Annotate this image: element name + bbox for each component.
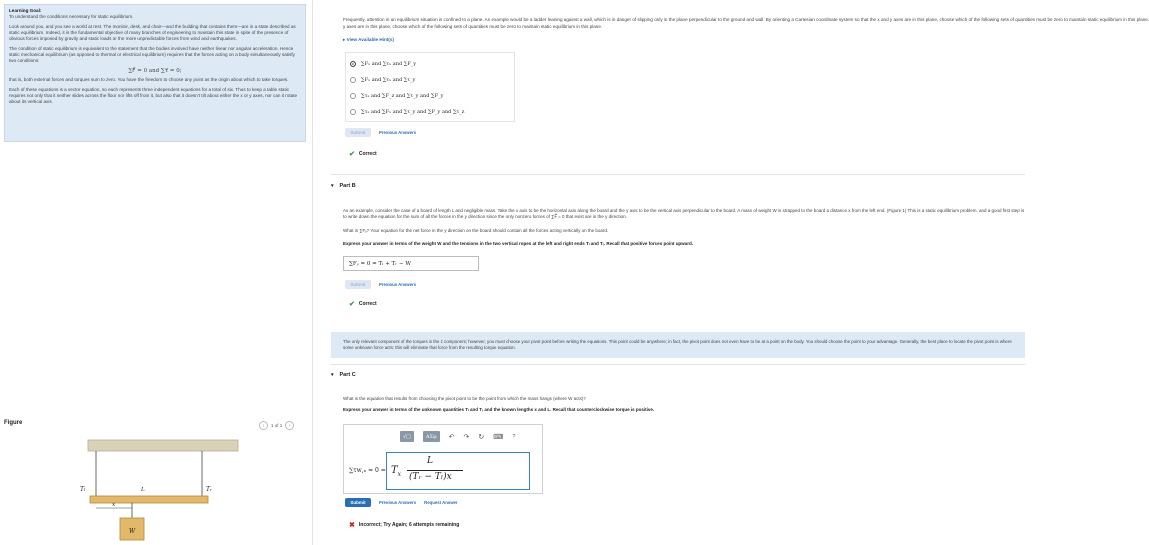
check-icon: ✔ bbox=[349, 151, 355, 158]
fraction-bar bbox=[407, 470, 463, 471]
choice-2-label: ∑Fₓ and ∑τₓ and ∑τ_y bbox=[361, 77, 416, 83]
part-c-previous-answers-link[interactable]: Previous Answers bbox=[379, 500, 417, 505]
choice-1-label: ∑Fₓ and ∑τₓ and ∑F_y bbox=[361, 61, 417, 67]
part-a-previous-answers-link[interactable]: Previous Answers bbox=[379, 130, 417, 135]
eq-t-letter: T bbox=[391, 465, 398, 476]
undo-icon[interactable]: ↶ bbox=[448, 433, 455, 441]
label-l: L bbox=[141, 487, 145, 493]
part-b-previous-answers-link[interactable]: Previous Answers bbox=[379, 282, 417, 287]
label-t-right: Tᵣ bbox=[206, 486, 213, 493]
redo-icon[interactable]: ↷ bbox=[463, 433, 470, 441]
part-b-title: Part B bbox=[339, 183, 356, 189]
equilibrium-equation: ∑F⃗ = 0 and ∑τ⃗ = 0; bbox=[128, 68, 182, 74]
eq-tension-symbol bbox=[391, 465, 401, 478]
next-figure-icon[interactable]: › bbox=[285, 421, 294, 430]
part-b-intro: As an example, consider the case of a board of length L and negligible mass. Take the x axis to be the horizontal axis along the board and the y axis to be the vertical axis perpendicular to the board. A mass of weight W is strapped to the board a distance x from the left end. (Figure 1) This is a static equilibrium problem, and a good first step is to write down the equation for the sum of all the forces in the y direction since the only nonzero forces of ∑F⃗ = 0 that exist are in the y direction. bbox=[343, 208, 1025, 219]
greek-symbols-button[interactable]: AΣφ bbox=[423, 431, 440, 442]
part-b-status-text: Correct bbox=[358, 301, 377, 307]
ceiling bbox=[88, 440, 238, 451]
sqrt-template-button[interactable]: √□ bbox=[400, 431, 414, 442]
choice-1[interactable] bbox=[350, 56, 510, 72]
figure-pager bbox=[259, 421, 294, 430]
part-b-submit-button[interactable]: Submit bbox=[345, 280, 371, 289]
figure-page-count: 1 of 1 bbox=[271, 423, 283, 428]
learning-goal-paragraph-1: Look around you, and you see a world at rest. The monitor, desk, and chair—and the building that contains them—are in a state described as static equilibrium. Indeed, it is the fundamental objective of many branches of engineering to maintain this state in spite of the presence of obvious forces imposed by gravity and static loads or the more unpredictable forces from wind and earthquakes. bbox=[9, 24, 296, 41]
view-hints-link[interactable] bbox=[343, 37, 394, 43]
part-a-buttons bbox=[345, 128, 416, 137]
part-a-choices bbox=[345, 52, 515, 122]
part-b-header[interactable] bbox=[331, 183, 356, 189]
keyboard-icon[interactable]: ⌨ bbox=[493, 433, 504, 441]
part-b-buttons bbox=[345, 280, 416, 289]
part-c-answer-field[interactable] bbox=[386, 452, 530, 490]
part-b-question: What is ∑Fᵧ? Your equation for the net force in the y direction on the board should contain all the forces acting vertically on the board. bbox=[343, 228, 609, 233]
board bbox=[90, 496, 208, 503]
view-hints-label: View Available Hint(s) bbox=[346, 37, 394, 42]
choice-3[interactable] bbox=[350, 88, 510, 104]
part-c-buttons bbox=[345, 498, 458, 507]
eq-numerator: L bbox=[427, 456, 433, 466]
choice-4[interactable] bbox=[350, 104, 510, 120]
part-a-status-text: Correct bbox=[358, 151, 377, 157]
request-answer-link[interactable]: Request Answer bbox=[424, 500, 458, 505]
feedback-box bbox=[331, 332, 1025, 358]
part-c-instruction: Express your answer in terms of the unknown quantities Tₗ and Tᵣ and the known lengths x and L. Recall that counterclockwise torque is positive. bbox=[343, 407, 655, 412]
learning-goal-paragraph-2: The condition of static equilibrium is equivalent to the statement that the bodies involved have neither linear nor angular acceleration. Hence static mechanical equilibrium (as opposed to thermal or electrical equilibrium) requires that the forces acting on a body simultaneously satisfy two conditions: bbox=[9, 46, 295, 63]
figure-label: Figure bbox=[4, 420, 23, 426]
feedback-text: The only relevant component of the torques is the z component; however, you must choose your pivot point before writing the equations. This point could be anywhere; in fact, the pivot point does not even have to be at a point on the body. You should choose the point to your advantage. Generally, the best place to locate the pivot point is where some unknown force acts: this will eliminate that force from the resulting torque equation. bbox=[343, 339, 1012, 350]
label-t-left: Tₗ bbox=[80, 486, 86, 493]
label-w: W bbox=[129, 528, 136, 535]
choice-2[interactable] bbox=[350, 72, 510, 88]
radio[interactable] bbox=[350, 77, 356, 83]
board-figure bbox=[40, 438, 290, 545]
part-a-intro: Frequently, attention in an equilibrium situation is confined to a plane. An example would be a ladder leaning against a wall, which is in danger of slipping only in the plane perpendicular to the ground and wall. By orienting a Cartesian coordinate system so that the x and y axes are in this plane, choose which of the following sets of quantities must be zero to maintain static equilibrium in this plane. bbox=[343, 17, 1149, 22]
part-a-status bbox=[349, 150, 377, 158]
choice-3-label: ∑τₓ and ∑F_z and ∑τ_y and ∑F_y bbox=[361, 93, 444, 99]
part-b-status bbox=[349, 300, 377, 308]
part-b-answer-field[interactable]: ∑Fᵧ = 0 = Tₗ + Tᵣ − W bbox=[343, 256, 479, 271]
editor-toolbar bbox=[400, 431, 515, 442]
part-c-submit-button[interactable]: Submit bbox=[345, 498, 371, 507]
radio[interactable] bbox=[350, 93, 356, 99]
learning-goal-paragraph-3: that is, both external forces and torques sum to zero. You have the freedom to choose any point as the origin about which to take torques. bbox=[9, 77, 289, 82]
collapse-triangle-icon: ▾ bbox=[331, 183, 334, 189]
divider bbox=[331, 174, 1025, 175]
part-c-equation-label: ∑τᴡ,ₓ = 0 = bbox=[349, 467, 386, 474]
part-c-header[interactable] bbox=[331, 372, 356, 378]
part-b-instruction: Express your answer in terms of the weight W and the tensions in the two vertical ropes at the left and right ends Tₗ and Tᵣ. Recall that positive forces point upward. bbox=[343, 241, 693, 246]
label-x: x bbox=[112, 502, 116, 508]
part-c-equation-editor bbox=[343, 424, 543, 494]
part-c-status-text: Incorrect; Try Again; 6 attempts remaining bbox=[358, 522, 460, 528]
part-c-question: What is the equation that results from choosing the pivot point to be the point from which the mass hangs (where W acts)? bbox=[343, 396, 586, 401]
collapse-triangle-icon: ▾ bbox=[331, 372, 334, 378]
prev-figure-icon[interactable]: ‹ bbox=[259, 421, 268, 430]
check-icon: ✔ bbox=[349, 301, 355, 308]
x-icon: ✖ bbox=[349, 522, 355, 529]
right-column bbox=[312, 0, 1149, 545]
learning-goal-title: Learning Goal: bbox=[9, 8, 42, 13]
radio-selected[interactable] bbox=[350, 61, 356, 67]
reset-icon[interactable]: ↻ bbox=[478, 433, 485, 441]
learning-goal-box bbox=[4, 4, 306, 142]
left-column bbox=[0, 0, 310, 545]
part-a-submit-button[interactable]: Submit bbox=[345, 128, 371, 137]
part-c-title: Part C bbox=[339, 372, 356, 378]
learning-goal-paragraph-4: Each of these equations is a vector equation, so each represents three independent equations for a total of six. Thus to keep a table static requires not only that it neither slides across the floor nor lifts off from it, but also that it doesn't tilt about either the x or y axes, nor can it rotate about its vertical axis. bbox=[9, 87, 298, 104]
hint-triangle-icon: ▸ bbox=[343, 37, 346, 42]
divider bbox=[331, 364, 1025, 365]
part-c-status bbox=[349, 521, 459, 529]
eq-t-subscript: x bbox=[397, 471, 402, 478]
choice-4-label: ∑τₓ and ∑Fₓ and ∑τ_y and ∑F_y and ∑τ_z bbox=[361, 109, 465, 115]
radio[interactable] bbox=[350, 109, 356, 115]
learning-goal-subtitle: To understand the conditions necessary for static equilibrium. bbox=[9, 14, 134, 19]
help-button[interactable]: ? bbox=[512, 433, 516, 440]
part-a-intro-line-2: y axes are in this plane, choose which of the following sets of quantities must be zero to maintain static equilibrium in this plane. bbox=[343, 24, 603, 29]
eq-denominator: (Tᵣ − Tₗ)x bbox=[409, 472, 452, 482]
